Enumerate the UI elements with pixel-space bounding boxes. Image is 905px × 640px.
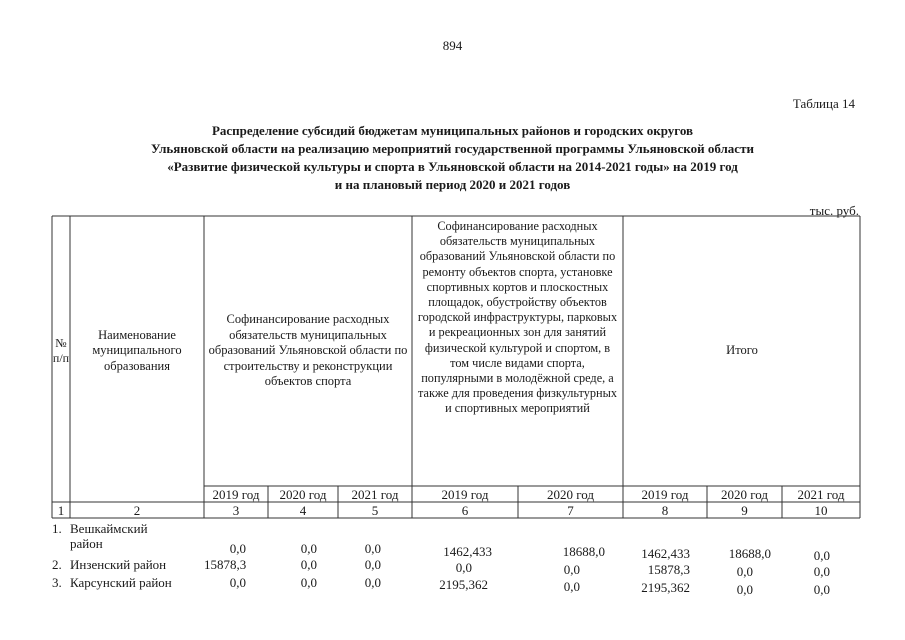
cell-value: 0,0 [813, 548, 830, 563]
col-number: 10 [814, 503, 828, 518]
row-number: 2. [52, 557, 62, 572]
title-line: и на плановый период 2020 и 2021 годов [334, 177, 571, 192]
year-header: 2020 год [279, 487, 327, 502]
row-number: 1. [52, 521, 62, 536]
cell-value: 2195,362 [439, 577, 488, 592]
cell-value: 0,0 [229, 541, 246, 556]
header-num: № п/п [52, 335, 70, 365]
cell-value: 0,0 [300, 557, 317, 572]
col-number: 6 [461, 503, 469, 518]
year-header: 2021 год [797, 487, 845, 502]
row-name: Инзенский район [70, 557, 167, 572]
header-group-repair: Софинансирование расходных обязательств муниципальных образований Ульяновской области по ремонту объектов спорта, установке спортивных кортов и плоскостных площадок, обустройству объектов городской инфраструктуры, парковых и рекреационных зон для занятий физической культурой и спортом, в том числе видами спорта, популярными в молодёжной среде, а также для проведения физкультурных и спортивных мероприятий [417, 219, 618, 416]
cell-value: 0,0 [736, 564, 753, 579]
row-number: 3. [52, 575, 62, 590]
title-line: Ульяновской области на реализацию мероприятий государственной программы Ульяновской области [151, 141, 754, 156]
cell-value: 0,0 [736, 582, 753, 597]
cell-value: 0,0 [813, 564, 830, 579]
cell-value: 0,0 [813, 582, 830, 597]
cell-value: 0,0 [563, 562, 580, 577]
year-header: 2020 год [547, 487, 594, 502]
col-number: 7 [567, 503, 574, 518]
cell-value: 15878,3 [204, 557, 247, 572]
cell-value: 2195,362 [641, 580, 690, 595]
cell-value: 0,0 [229, 575, 246, 590]
col-number: 2 [133, 503, 141, 518]
cell-value: 0,0 [300, 575, 317, 590]
cell-value: 0,0 [364, 557, 381, 572]
year-header: 2020 год [721, 487, 768, 502]
col-number: 3 [232, 503, 240, 518]
units-label: тыс. руб. [809, 203, 859, 218]
year-header: 2019 год [212, 487, 260, 502]
year-header: 2019 год [441, 487, 489, 502]
year-header: 2021 год [351, 487, 399, 502]
cell-value: 0,0 [364, 575, 381, 590]
year-header: 2019 год [641, 487, 689, 502]
header-group-total: Итого [726, 343, 758, 358]
cell-value: 0,0 [455, 560, 472, 575]
table-title [60, 122, 845, 194]
row-name-cont: район [70, 536, 103, 551]
header-group-construction: Софинансирование расходных обязательств муниципальных образований Ульяновской области по строительству и реконструкции объектов спорта [208, 312, 408, 389]
cell-value: 15878,3 [647, 562, 690, 577]
col-number: 1 [57, 503, 65, 518]
row-name: Карсунский район [70, 575, 172, 590]
col-number: 5 [371, 503, 379, 518]
col-number: 9 [741, 503, 748, 518]
table-label: Таблица 14 [792, 96, 855, 111]
page-number: 894 [442, 38, 463, 53]
col-number: 8 [661, 503, 669, 518]
col-number: 4 [299, 503, 307, 518]
cell-value: 0,0 [563, 579, 580, 594]
cell-value: 18688,0 [562, 544, 605, 559]
title-line: Распределение субсидий бюджетам муниципальных районов и городских округов [211, 123, 694, 138]
cell-value: 0,0 [300, 541, 317, 556]
cell-value: 1462,433 [443, 544, 492, 559]
header-name: Наименование муниципального образования [92, 327, 182, 373]
cell-value: 1462,433 [641, 546, 690, 561]
cell-value: 18688,0 [728, 546, 771, 561]
cell-value: 0,0 [364, 541, 381, 556]
title-line: «Развитие физической культуры и спорта в Ульяновской области на 2014-2021 годы» на 2019 год [167, 159, 738, 174]
row-name: Вешкаймский [70, 521, 148, 536]
